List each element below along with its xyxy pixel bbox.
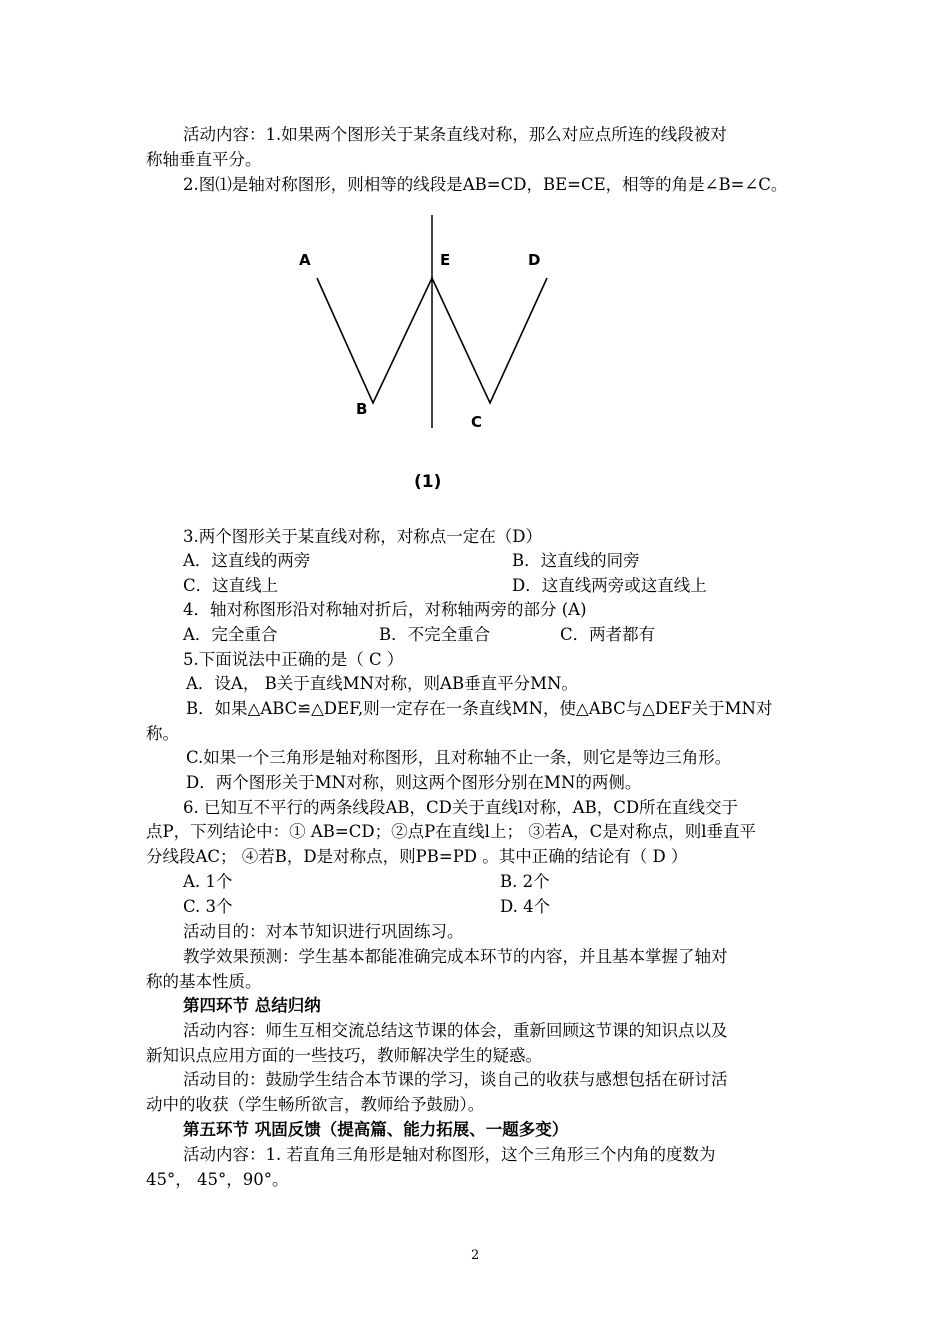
option-a: A．完全重合 [183, 625, 278, 644]
point-label-b: B [356, 400, 368, 418]
point-label-a: A [299, 251, 311, 269]
question-5: 5.下面说法中正确的是（ C ） [183, 650, 404, 669]
paragraph-line: 称轴垂直平分。 [146, 150, 262, 169]
question-6-cont: 点P，下列结论中：① AB=CD；②点P在直线l上； ③若A，C是对称点，则l垂直平 [146, 822, 757, 841]
paragraph-line: 活动内容：1.如果两个图形关于某条直线对称，那么对应点所连的线段被对 [183, 125, 727, 144]
point-label-d: D [528, 251, 541, 269]
paragraph-line: 活动目的：鼓励学生结合本节课的学习，谈自己的收获与感想包括在研讨活 [183, 1070, 728, 1089]
paragraph-line: 2.图⑴是轴对称图形，则相等的线段是AB=CD，BE=CE，相等的角是∠B=∠C。 [183, 175, 788, 194]
option-d: D．这直线两旁或这直线上 [512, 576, 707, 595]
paragraph-line: 活动内容：师生互相交流总结这节课的体会，重新回顾这节课的知识点以及 [183, 1021, 728, 1040]
section-heading-5: 第五环节 巩固反馈（提高篇、能力拓展、一题多变） [183, 1120, 569, 1139]
option-d: D. 4个 [500, 897, 551, 916]
teaching-effect: 教学效果预测：学生基本都能准确完成本环节的内容，并且基本掌握了轴对 [183, 947, 728, 966]
question-6-cont: 分线段AC； ④若B，D是对称点，则PB=PD 。其中正确的结论有（ D ） [146, 847, 688, 866]
option-a: A. 1个 [183, 872, 233, 891]
option-c: C．两者都有 [560, 625, 656, 644]
option-c: C．这直线上 [183, 576, 279, 595]
question-6: 6. 已知互不平行的两条线段AB，CD关于直线l对称，AB，CD所在直线交于 [183, 798, 739, 817]
option-d: D．两个图形关于MN对称，则这两个图形分别在MN的两侧。 [186, 773, 642, 792]
paragraph-line: 45°， 45°，90°。 [146, 1170, 289, 1189]
page-number: 2 [471, 1248, 480, 1263]
option-b: B．这直线的同旁 [512, 551, 640, 570]
question-3: 3.两个图形关于某直线对称，对称点一定在（D） [183, 527, 542, 546]
paragraph-line: 动中的收获（学生畅所欲言，教师给予鼓励）。 [146, 1095, 485, 1114]
option-b-cont: 称。 [146, 724, 179, 743]
paragraph-line: 活动内容：1. 若直角三角形是轴对称图形，这个三角形三个内角的度数为 [183, 1145, 716, 1164]
option-a: A．设A， B关于直线MN对称，则AB垂直平分MN。 [186, 674, 578, 693]
section-heading-4: 第四环节 总结归纳 [183, 996, 321, 1015]
option-a: A．这直线的两旁 [183, 551, 311, 570]
option-c: C. 3个 [183, 897, 233, 916]
option-b: B．不完全重合 [379, 625, 491, 644]
point-label-e: E [440, 251, 451, 269]
figure-caption: (1) [414, 472, 442, 492]
point-label-c: C [471, 413, 483, 431]
option-b: B．如果△ABC≌△DEF,则一定存在一条直线MN，使△ABC与△DEF关于MN对 [186, 699, 773, 718]
option-c: C.如果一个三角形是轴对称图形，且对称轴不止一条，则它是等边三角形。 [186, 748, 732, 767]
option-b: B. 2个 [500, 872, 550, 891]
teaching-effect-cont: 称的基本性质。 [146, 972, 262, 991]
paragraph-line: 新知识点应用方面的一些技巧，教师解决学生的疑惑。 [146, 1046, 542, 1065]
activity-purpose: 活动目的：对本节知识进行巩固练习。 [183, 922, 464, 941]
question-4: 4．轴对称图形沿对称轴对折后，对称轴两旁的部分 (A) [183, 600, 587, 619]
